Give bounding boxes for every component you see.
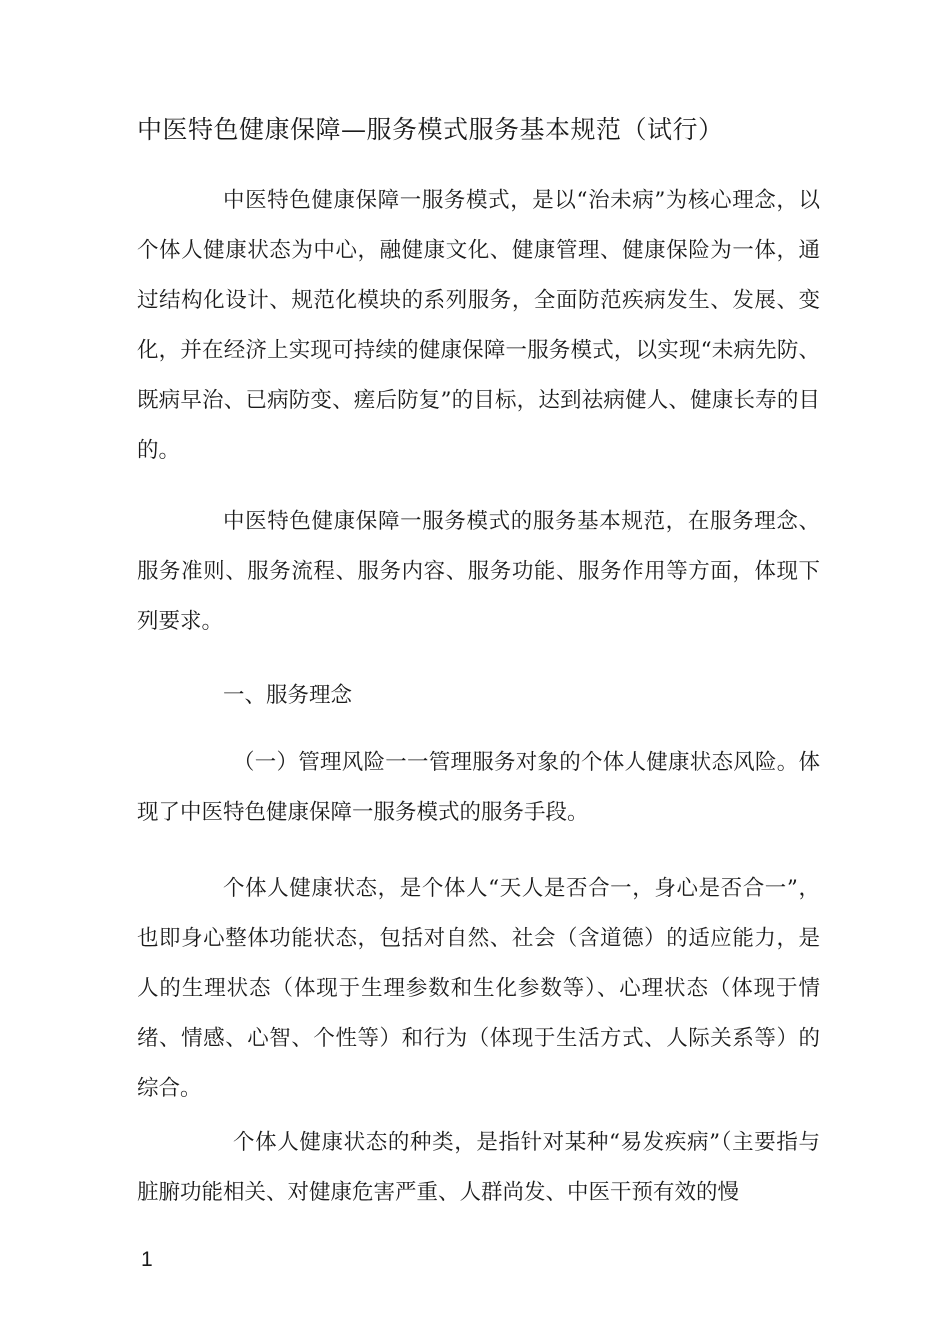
paragraph-intro: 中医特色健康保障一服务模式，是以“治未病”为核心理念，以个体人健康状态为中心，融健康文化、健康管理、健康保险为一体，通过结构化设计、规范化模块的系列服务，全面防范疾病发生、发展、变化，并在经济上实现可持续的健康保障一服务模式，以实现“未病先防、既病早治、已病防变、瘥后防复”的目标，达到祛病健人、健康长寿的目的。 bbox=[137, 188, 820, 463]
subsection-heading: （一）管理风险一一管理服务对象的个体人健康状态风险。体现了中医特色健康保障一服务模式的服务手段。 bbox=[137, 750, 820, 825]
document-title: 中医特色健康保障—服务模式服务基本规范（试行） bbox=[137, 115, 724, 144]
section-heading: 一、服务理念 bbox=[223, 683, 353, 708]
paragraph-health-state: 个体人健康状态，是个体人“天人是否合一，身心是否合一”，也即身心整体功能状态，包括对自然、社会（含道德）的适应能力，是人的生理状态（体现于生理参数和生化参数等）、心理状态（体现于情绪、情感、心智、个性等）和行为（体现于生活方式、人际关系等）的综合。 bbox=[137, 876, 820, 1101]
paragraph-health-state-types: 个体人健康状态的种类，是指针对某种“易发疾病”（主要指与脏腑功能相关、对健康危害严重、人群尚发、中医干预有效的慢 bbox=[137, 1130, 820, 1205]
page-number: 1 bbox=[141, 1248, 153, 1271]
paragraph-norms: 中医特色健康保障一服务模式的服务基本规范，在服务理念、服务准则、服务流程、服务内容、服务功能、服务作用等方面，体现下列要求。 bbox=[137, 509, 820, 634]
